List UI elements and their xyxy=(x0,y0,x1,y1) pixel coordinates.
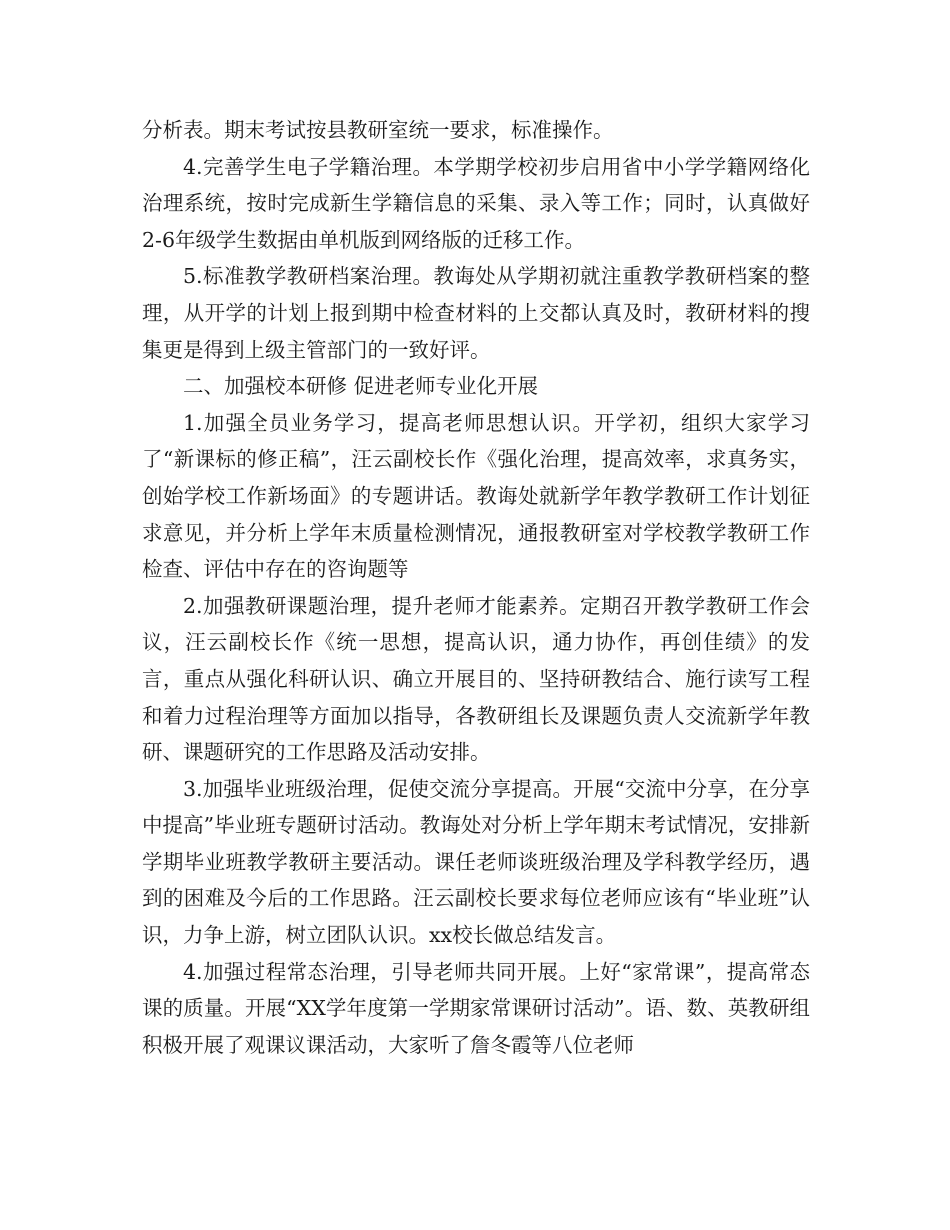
paragraph-item-3-graduating-classes: 3.加强毕业班级治理，促使交流分享提高。开展“交流中分享，在分享中提高”毕业班专题研讨活动。教诲处对分析上学年期末考试情况，安排新学期毕业班教学教研主要活动。课任老师谈班级治理及学科教学经历，遇到的困难及今后的工作思路。汪云副校长要求每位老师应该有“毕业班”认识，力争上游，树立团队认识。xx校长做总结发言。 xyxy=(142,776,810,948)
section-heading-two: 二、加强校本研修 促进老师专业化开展 xyxy=(183,374,539,399)
paragraph-item-5-archive-management: 5.标准教学教研档案治理。教诲处从学期初就注重教学教研档案的整理，从开学的计划上报到期中检查材料的上交都认真及时，教研材料的搜集更是得到上级主管部门的一致好评。 xyxy=(142,264,810,362)
paragraph-item-4-routine-management: 4.加强过程常态治理，引导老师共同开展。上好“家常课”，提高常态课的质量。开展“XX学年度第一学期家常课研讨活动”。语、数、英教研组积极开展了观课议课活动，大家听了詹冬霞等八位老师 xyxy=(142,959,810,1057)
paragraph-item-2-research-projects: 2.加强教研课题治理，提升老师才能素养。定期召开教学教研工作会议，汪云副校长作《统一思想，提高认识，通力协作，再创佳绩》的发言，重点从强化科研认识、确立开展目的、坚持研教结合、施行读写工程和着力过程治理等方面加以指导，各教研组长及课题负责人交流新学年教研、课题研究的工作思路及活动安排。 xyxy=(142,593,810,765)
paragraph-item-4-student-records: 4.完善学生电子学籍治理。本学期学校初步启用省中小学学籍网络化治理系统，按时完成新生学籍信息的采集、录入等工作；同时，认真做好2-6年级学生数据由单机版到网络版的迁移工作。 xyxy=(142,154,810,252)
paragraph-continuation: 分析表。期末考试按县教研室统一要求，标准操作。 xyxy=(142,118,614,142)
paragraph-item-1-staff-study: 1.加强全员业务学习，提高老师思想认识。开学初，组织大家学习了“新课标的修正稿”，汪云副校长作《强化治理，提高效率，求真务实，创始学校工作新场面》的专题讲话。教诲处就新学年教学教研工作计划征求意见，并分析上学年末质量检测情况，通报教研室对学校教学教研工作检查、评估中存在的咨询题等 xyxy=(142,410,810,582)
document-body xyxy=(142,112,810,1063)
